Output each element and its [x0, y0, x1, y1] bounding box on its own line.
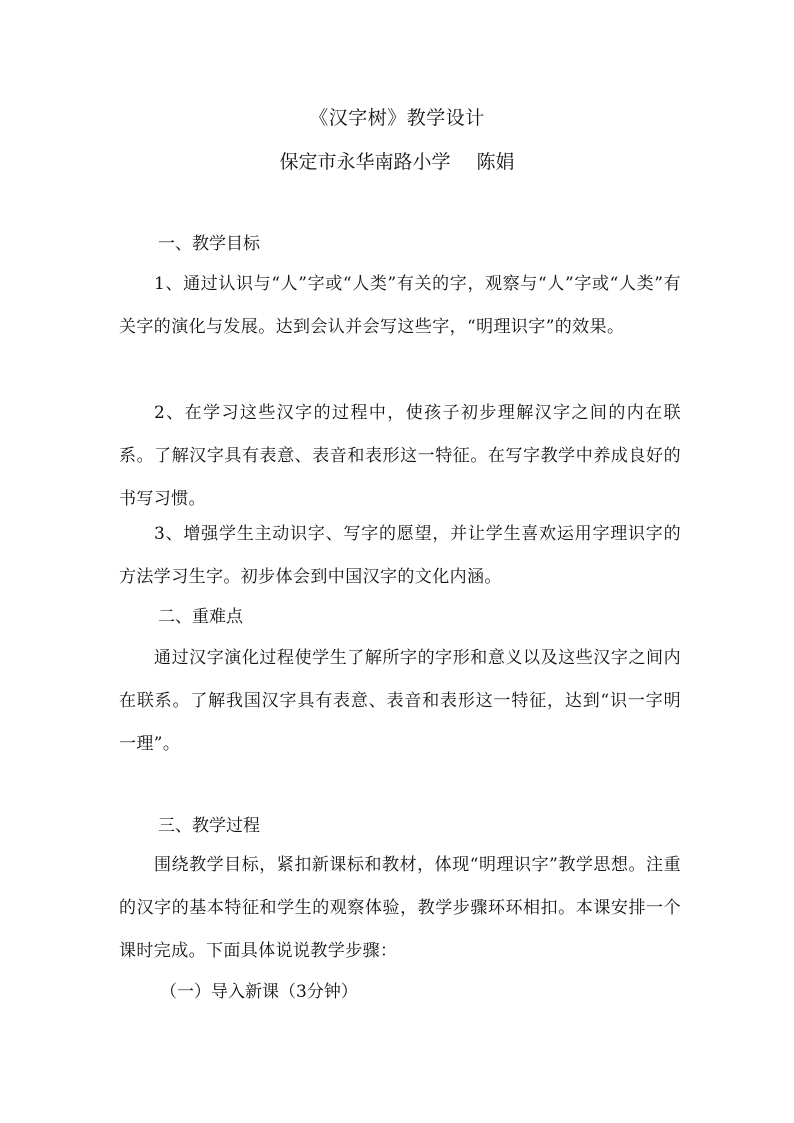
key-points-paragraph: 通过汉字演化过程使学生了解所字的字形和意义以及这些汉字之间内在联系。了解我国汉字具有表意、表音和表形这一特征，达到“识一字明一理”。 [119, 648, 681, 754]
section-heading-objectives: 一、教学目标 [158, 234, 260, 254]
process-step-1: （一）导入新课（3分钟） [160, 982, 358, 1002]
objective-item-1: 1、通过认识与“人”字或“人类”有关的字，观察与“人”字或“人类”有关字的演化与发展。达到会认并会写这些字，“明理识字”的效果。 [119, 274, 681, 337]
objective-item-3: 3、增强学生主动识字、写字的愿望，并让学生喜欢运用字理识字的方法学习生字。初步体会到中国汉字的文化内涵。 [119, 524, 681, 587]
document-title: 《汉字树》教学设计 [309, 107, 485, 129]
author-line [0, 147, 794, 177]
objective-item-2: 2、在学习这些汉字的过程中，使孩子初步理解汉字之间的内在联系。了解汉字具有表意、表音和表形这一特征。在写字教学中养成良好的书写习惯。 [119, 403, 681, 509]
section-heading-key-points: 二、重难点 [158, 607, 243, 627]
school-name: 保定市永华南路小学 [279, 151, 451, 173]
author-name: 陈娟 [476, 151, 515, 173]
section-heading-process: 三、教学过程 [158, 816, 260, 836]
process-paragraph: 围绕教学目标，紧扣新课标和教材，体现“明理识字”教学思想。注重的汉字的基本特征和学生的观察体验，教学步骤环环相扣。本课安排一个课时完成。下面具体说说教学步骤： [119, 855, 681, 961]
